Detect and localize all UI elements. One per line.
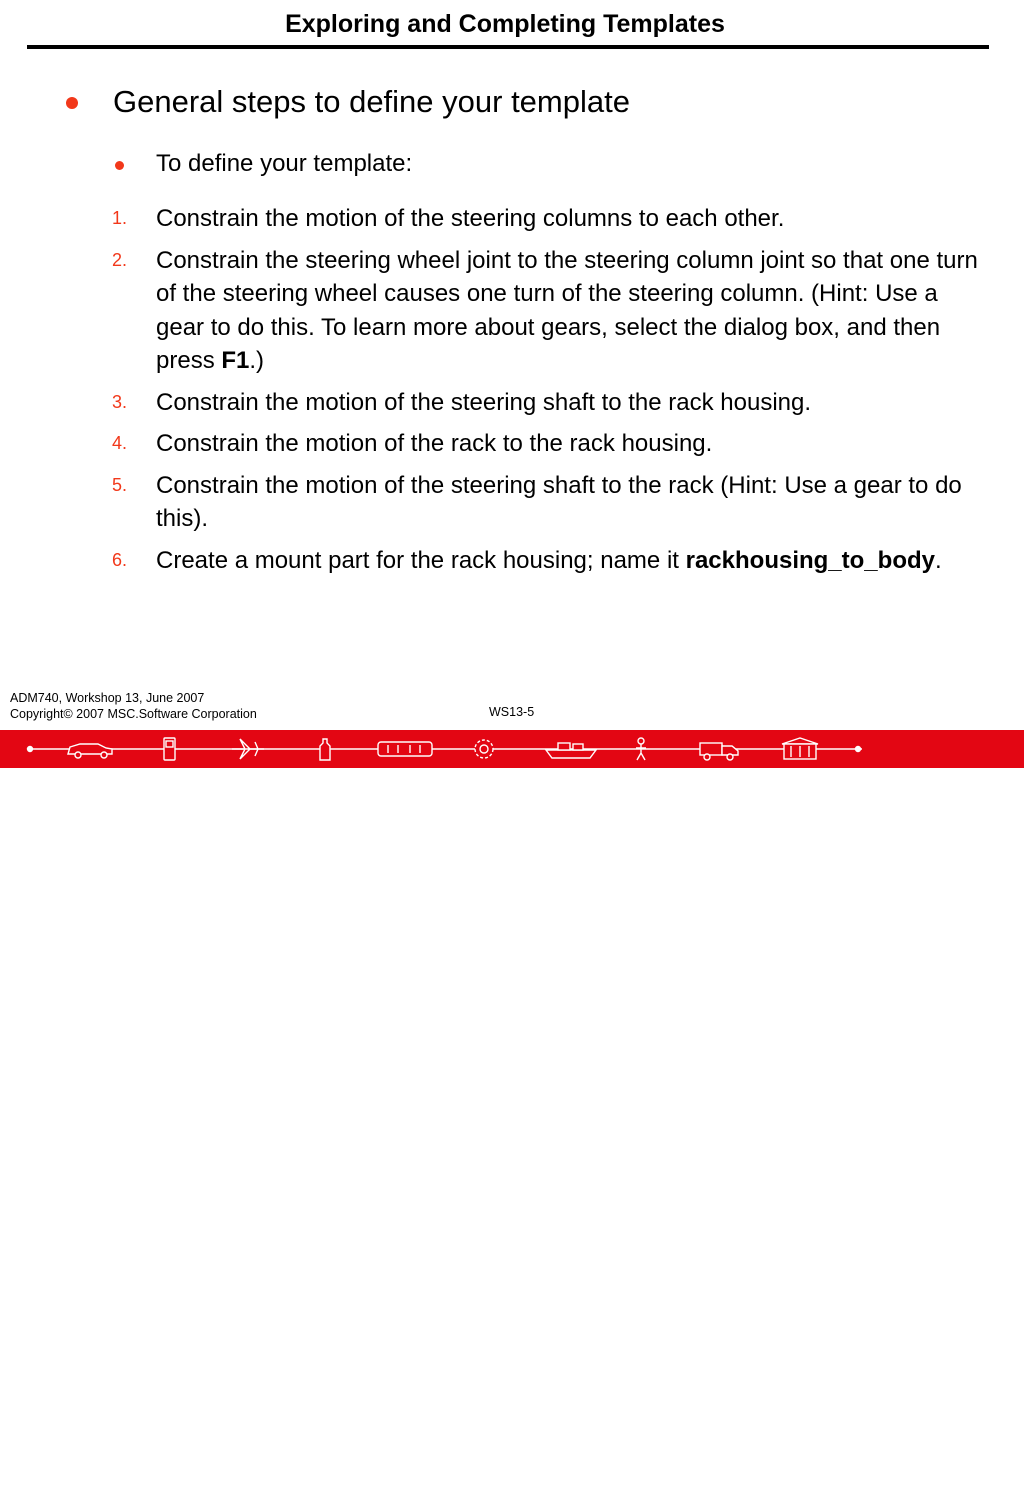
step-item xyxy=(110,202,980,236)
step-text xyxy=(156,547,942,574)
car-icon xyxy=(68,744,112,758)
step-number: 4. xyxy=(112,433,128,453)
logo-software: Software xyxy=(944,1470,1021,1491)
step-number: 1. xyxy=(112,208,128,228)
steps-list xyxy=(110,202,980,585)
step-number: 5. xyxy=(112,474,128,495)
step-text-part: Constrain the motion of the steering shaft to the rack housing. xyxy=(156,388,812,416)
logo-x-icon: ✕ xyxy=(923,1465,944,1492)
band-dot-start xyxy=(28,747,33,752)
logo-msc: MSC xyxy=(882,1470,923,1491)
step-text-part: Constrain the motion of the steering shaft to the rack (Hint: Use a gear to do this). xyxy=(156,471,962,532)
step-item xyxy=(110,244,980,378)
main-bullet-text: General steps to define your template xyxy=(113,84,630,119)
train-icon xyxy=(378,742,432,756)
sub-bullet-text: To define your template: xyxy=(156,150,413,177)
msc-software-logo xyxy=(882,1465,1021,1492)
bottle-icon xyxy=(320,739,330,760)
footer-copyright: Copyright© 2007 MSC.Software Corporation xyxy=(10,707,257,721)
step-text xyxy=(156,472,962,533)
step-text-part: Constrain the motion of the steering columns to each other. xyxy=(156,205,785,232)
step-bold-keyword: F1 xyxy=(221,347,250,374)
title-divider xyxy=(27,45,989,49)
step-number: 2. xyxy=(112,249,128,270)
step-text xyxy=(156,389,811,416)
step-text xyxy=(156,430,712,457)
step-item xyxy=(110,386,980,420)
main-bullet-dot xyxy=(66,97,78,109)
step-text-part: . xyxy=(934,546,942,574)
step-text xyxy=(156,205,784,232)
step-text-part: .) xyxy=(249,347,265,374)
step-text xyxy=(156,247,978,375)
step-bold-keyword: rackhousing_to_body xyxy=(685,546,935,574)
band-dot-end xyxy=(856,747,861,752)
airplane-icon xyxy=(232,739,264,759)
band-icons xyxy=(0,730,1024,768)
truck-icon xyxy=(700,743,738,760)
step-text-part: Constrain the steering wheel joint to the steering column joint so that one turn of the steering wheel causes one turn of the steering column. (Hint: Use a gear to do this. To learn more about gears, select the dialog box, and then press xyxy=(156,246,978,374)
step-text-part: Constrain the motion of the rack to the rack housing. xyxy=(156,430,713,457)
step-item xyxy=(110,469,980,536)
slide-title: Exploring and Completing Templates xyxy=(285,10,725,38)
gear-icon xyxy=(475,740,493,758)
footer-info xyxy=(10,690,257,722)
step-number: 3. xyxy=(112,391,128,412)
step-number: 6. xyxy=(112,549,128,570)
step-item xyxy=(110,427,980,461)
footer-band xyxy=(0,730,1024,1492)
page-label: WS13-5 xyxy=(489,705,535,719)
ship-icon xyxy=(546,743,596,758)
building-icon xyxy=(782,738,818,759)
sub-bullet-dot xyxy=(115,161,124,170)
step-item xyxy=(110,544,980,578)
phone-icon xyxy=(164,738,175,760)
step-text-part: Create a mount part for the rack housing; name it xyxy=(156,546,686,574)
footer-workshop: ADM740, Workshop 13, June 2007 xyxy=(10,691,205,705)
